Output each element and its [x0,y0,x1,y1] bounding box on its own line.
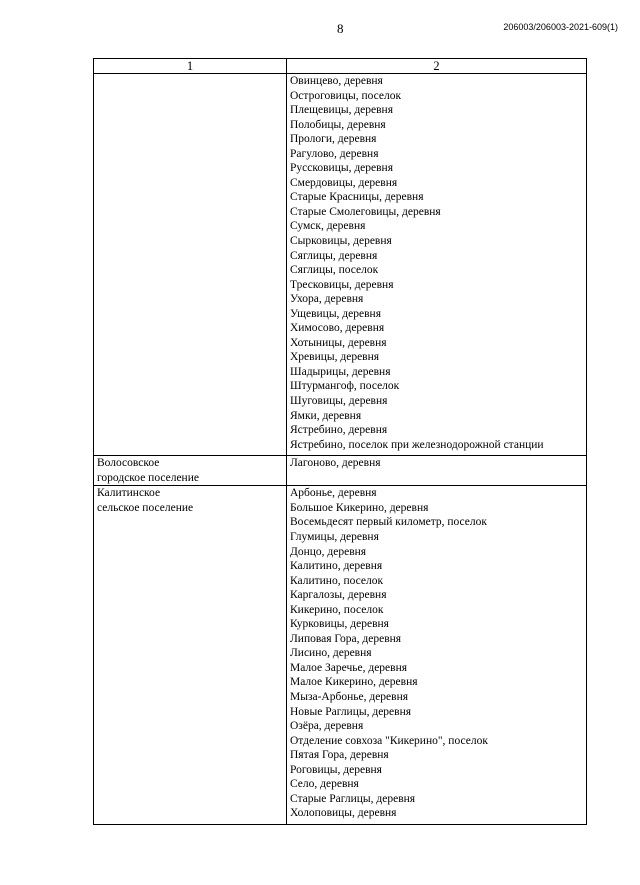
municipality-name-line: сельское поселение [97,501,194,514]
settlement-item: Арбонье, деревня [290,487,377,500]
settlement-item: Сяглицы, поселок [290,264,379,277]
settlement-item: Тресковицы, деревня [290,278,394,291]
settlement-item: Липовая Гора, деревня [290,632,402,645]
settlement-item: Полобицы, деревня [290,118,386,131]
settlement-item: Сырковицы, деревня [290,235,392,248]
settlement-item: Шадырицы, деревня [290,365,391,378]
settlement-item: Ястребино, деревня [290,424,388,437]
settlement-item: Руссковицы, деревня [290,162,394,175]
settlement-item: Новые Раглицы, деревня [290,705,412,718]
settlement-item: Восемьдесят первый километр, поселок [290,516,487,529]
settlement-item: Рагулово, деревня [290,147,379,160]
settlement-item: Прологи, деревня [290,133,377,146]
settlement-item: Роговицы, деревня [290,763,382,776]
settlement-item: Старые Смолеговицы, деревня [290,205,441,218]
settlement-item: Кикерино, поселок [290,603,384,616]
settlement-item: Каргалозы, деревня [290,589,387,602]
municipality-cell [94,456,287,486]
municipality-name-line: городское поселение [97,471,199,484]
settlement-item: Лагоново, деревня [290,457,381,470]
settlement-item: Пятая Гора, деревня [290,749,389,762]
settlement-item: Старые Раглицы, деревня [290,792,416,805]
settlements-cell [287,74,587,456]
settlement-item: Ямки, деревня [290,409,362,422]
settlement-item: Село, деревня [290,778,359,791]
settlements-cell [287,456,587,486]
settlement-item: Ухора, деревня [290,293,364,306]
settlement-item: Химосово, деревня [290,322,385,335]
column-header-2: 2 [287,59,587,74]
settlement-item: Плещевицы, деревня [290,104,394,117]
settlement-item: Донцо, деревня [290,545,367,558]
settlement-item: Штурмангоф, поселок [290,380,400,393]
document-code: 206003/206003-2021-609(1) [503,22,618,32]
table-header-row [94,59,587,74]
settlement-item: Шуговицы, деревня [290,395,388,408]
settlements-table [93,58,587,825]
table-row [94,74,587,456]
settlement-item: Калитино, деревня [290,560,383,573]
settlement-item: Ястребино, поселок при железнодорожной станции [290,438,544,451]
settlement-item: Лисино, деревня [290,647,372,660]
municipality-cell [94,486,287,825]
settlement-item: Калитино, поселок [290,574,384,587]
municipality-name-line: Калитинское [97,487,161,500]
settlement-item: Большое Кикерино, деревня [290,501,429,514]
settlement-item: Хревицы, деревня [290,351,380,364]
settlement-item: Хотыницы, деревня [290,336,387,349]
settlement-item: Сумск, деревня [290,220,366,233]
settlement-item: Старые Красницы, деревня [290,191,424,204]
settlement-item: Малое Заречье, деревня [290,661,408,674]
settlement-item: Смердовицы, деревня [290,176,398,189]
settlement-item: Сяглицы, деревня [290,249,378,262]
settlement-item: Ущевицы, деревня [290,307,381,320]
municipality-name-line: Волосовское [97,457,160,470]
settlement-item: Курковицы, деревня [290,618,389,631]
settlement-item: Глумицы, деревня [290,530,379,543]
settlement-item: Остроговицы, поселок [290,89,402,102]
table-row [94,486,587,825]
settlement-item: Малое Кикерино, деревня [290,676,418,689]
settlement-item: Овинцево, деревня [290,75,383,87]
page-number: 8 [337,21,344,36]
settlements-cell [287,486,587,825]
column-header-1: 1 [94,59,287,74]
settlement-item: Отделение совхоза "Кикерино", поселок [290,734,488,747]
table-row [94,456,587,486]
settlement-item: Холоповицы, деревня [290,807,397,820]
settlement-item: Озёра, деревня [290,720,364,733]
table-body [94,74,587,825]
settlement-item: Мыза-Арбонье, деревня [290,690,409,703]
municipality-cell [94,74,287,456]
